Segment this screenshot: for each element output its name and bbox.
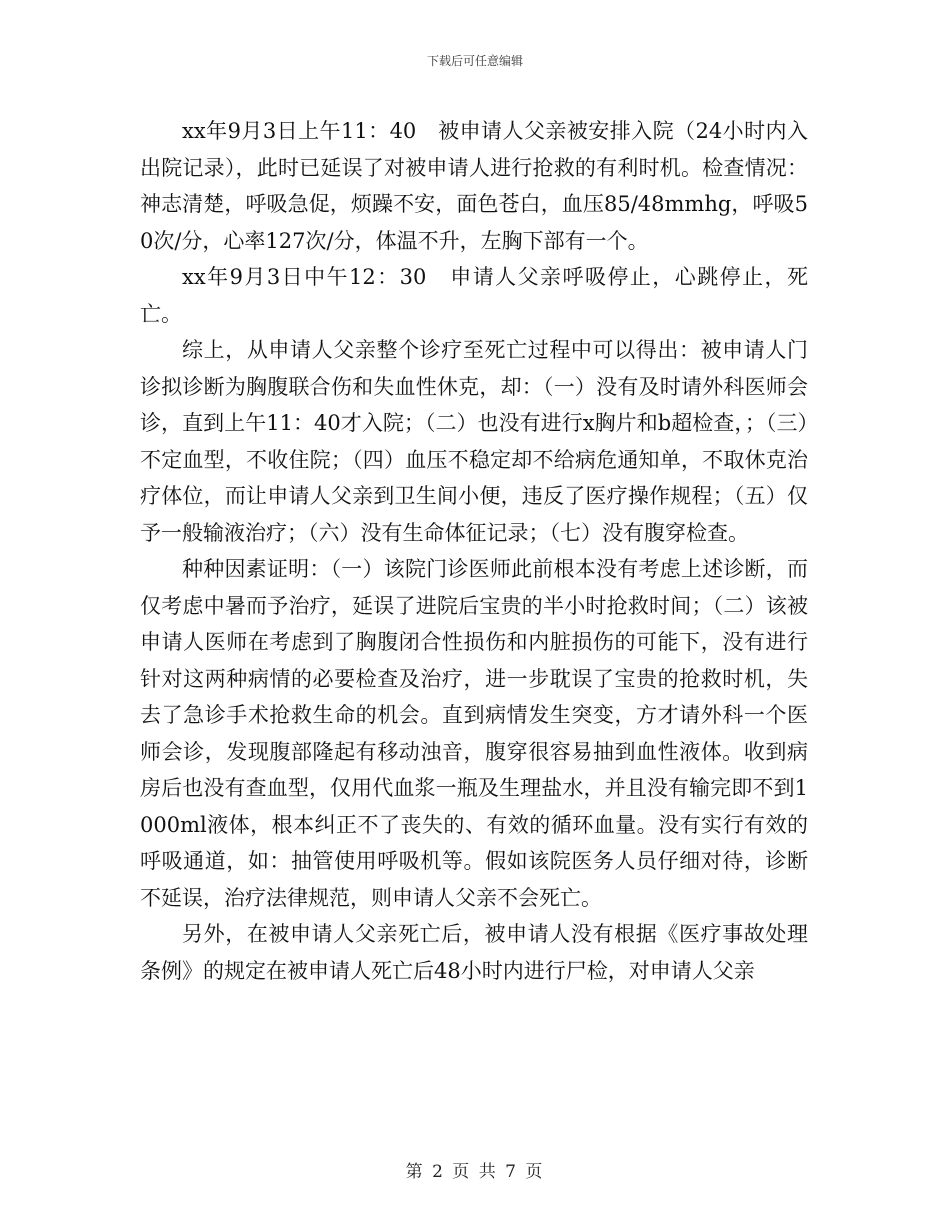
- paragraph-evidence: 种种因素证明：（一）该院门诊医师此前根本没有考虑上述诊断，而仅考虑中暑而予治疗，延误了进院后宝贵的半小时抢救时间；（二）该被申请人医师在考虑到了胸腹闭合性损伤和内脏损伤的可能下，没有进行针对这两种病情的必要检查及治疗，进一步耽误了宝贵的抢救时机，失去了急诊手术抢救生命的机会。直到病情发生突变，方才请外科一个医师会诊，发现腹部隆起有移动浊音，腹穿很容易抽到血性液体。收到病房后也没有查血型，仅用代血浆一瓶及生理盐水，并且没有输完即不到1000ml液体，根本纠正不了丧失的、有效的循环血量。没有实行有效的呼吸通道，如：抽管使用呼吸机等。假如该院医务人员仔细对待，诊断不延误，治疗法律规范，则申请人父亲不会死亡。: [140, 557, 808, 910]
- paragraph-death: xx年9月3日中午12：30 申请人父亲呼吸停止，心跳停止，死亡。: [140, 265, 808, 326]
- paragraph-autopsy: 另外，在被申请人父亲死亡后，被申请人没有根据《医疗事故处理条例》的规定在被申请人死亡后48小时内进行尸检，对申请人父亲: [140, 922, 808, 983]
- page-number: 第 2 页 共 7 页: [405, 1162, 545, 1182]
- page-header: 下载后可任意编辑: [426, 54, 523, 68]
- paragraph-summary: 综上，从申请人父亲整个诊疗至死亡过程中可以得出：被申请人门诊拟诊断为胸腹联合伤和失血性休克，却：（一）没有及时请外科医师会诊，直到上午11：40才入院；（二）也没有进行x胸片和b超检查，；（三）不定血型，不收住院；（四）血压不稳定却不给病危通知单，不取休克治疗体位，而让申请人父亲到卫生间小便，违反了医疗操作规程；（五）仅予一般输液治疗；（六）没有生命体征记录；（七）没有腹穿检查。: [140, 338, 808, 545]
- document-body: [140, 113, 808, 989]
- paragraph-admission: xx年9月3日上午11：40 被申请人父亲被安排入院（24小时内入出院记录），此时已延误了对被申请人进行抢救的有利时机。检查情况：神志清楚，呼吸急促，烦躁不安，面色苍白，血压85/48mmhg，呼吸50次/分，心率127次/分，体温不升，左胸下部有一个。: [140, 119, 808, 253]
